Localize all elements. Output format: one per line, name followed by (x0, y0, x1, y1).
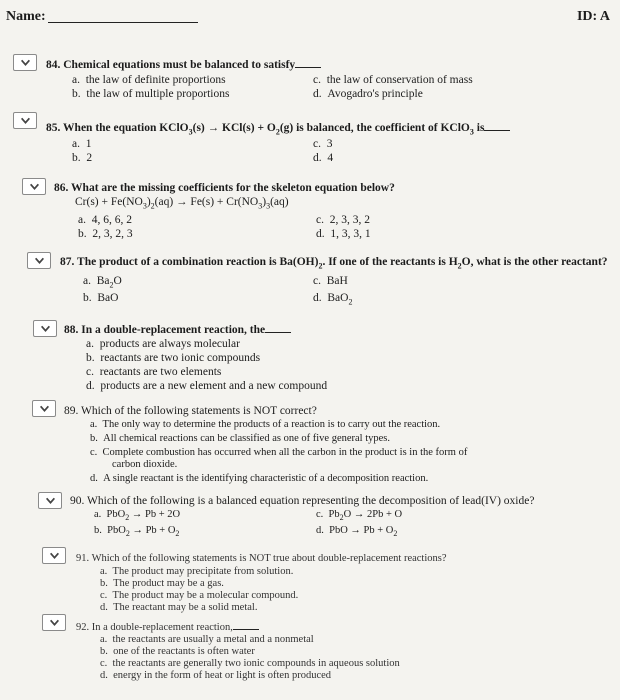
option-d: d. The reactant may be a solid metal. (100, 602, 258, 613)
question-stem: 89. Which of the following statements is NOT correct? (64, 405, 317, 417)
question-stem: 91. Which of the following statements is NOT true about double-replacement reactions? (76, 553, 447, 564)
chevron-down-icon (39, 403, 50, 414)
chevron-down-icon (20, 115, 31, 126)
answer-dropdown-89[interactable] (32, 400, 56, 417)
option-b: b. reactants are two ionic compounds (86, 352, 261, 364)
option-c: c. the reactants are generally two ionic compounds in aqueous solution (100, 658, 400, 669)
question-87 (0, 248, 620, 310)
chevron-down-icon (49, 617, 60, 628)
name-line (48, 22, 198, 23)
option-c: c. 2, 3, 3, 2 (316, 214, 370, 226)
answer-dropdown-88[interactable] (33, 320, 57, 337)
question-89 (0, 398, 620, 488)
answer-dropdown-86[interactable] (22, 178, 46, 195)
chevron-down-icon (45, 495, 56, 506)
option-c: c. the law of conservation of mass (313, 74, 473, 86)
question-stem: 87. The product of a combination reaction is $Ba(OH)_2$. If one of the reactants is $H_2O$, what is the other reactant? (60, 256, 608, 271)
option-c: c. Complete combustion has occurred when all the carbon in the product is in the form of (90, 447, 468, 458)
question-stem: 85. When the equation KClO$_3$(s) → $KCl(s) + O_2(g)$ is balanced, the coefficient of KClO$_3$ is (46, 121, 510, 135)
option-b: b. $PbO_2 \to Pb + O_2$ (94, 525, 180, 539)
option-c: c. 3 (313, 138, 333, 150)
question-85 (0, 110, 620, 165)
question-86 (0, 176, 620, 246)
chevron-down-icon (34, 255, 45, 266)
name-label: Name: (6, 9, 46, 24)
option-d: d. A single reactant is the identifying characteristic of a decomposition reaction. (90, 473, 429, 484)
option-b: b. All chemical reactions can be classified as one of five general types. (90, 433, 391, 444)
answer-dropdown-91[interactable] (42, 547, 66, 564)
answer-dropdown-87[interactable] (27, 252, 51, 269)
question-88 (0, 318, 620, 396)
page-header (0, 0, 620, 30)
option-a: a. The product may precipitate from solution. (100, 566, 294, 577)
option-b: b. The product may be a gas. (100, 578, 224, 589)
question-stem: 90. Which of the following is a balanced equation representing the decomposition of lead(IV) oxide? (70, 495, 535, 507)
option-c: c. reactants are two elements (86, 366, 222, 378)
option-d: d. Avogadro's principle (313, 88, 423, 100)
option-d: d. 1, 3, 3, 1 (316, 228, 371, 240)
option-b: b. 2 (72, 152, 93, 164)
option-a: a. $Ba_2O$ (83, 275, 122, 290)
answer-dropdown-90[interactable] (38, 492, 62, 509)
option-b: b. one of the reactants is often water (100, 646, 255, 657)
option-a: a. the reactants are usually a metal and a nonmetal (100, 634, 314, 645)
question-stem: 86. What are the missing coefficients for the skeleton equation below? (54, 182, 395, 194)
question-84 (0, 52, 620, 112)
chevron-down-icon (20, 57, 31, 68)
option-a: a. PbO$_2$ → Pb + 2O (94, 509, 181, 523)
option-d: d. products are a new element and a new compound (86, 380, 328, 392)
answer-dropdown-85[interactable] (13, 112, 37, 129)
option-d: d. BaO$_2$ (313, 292, 353, 307)
id-label: ID: A (576, 9, 610, 24)
option-b: b. the law of multiple proportions (72, 88, 230, 100)
option-b: b. BaO (83, 292, 119, 304)
question-stem: 88. In a double-replacement reaction, the (64, 323, 291, 337)
chevron-down-icon (29, 181, 40, 192)
question-stem: 84. Chemical equations must be balanced to satisfy (46, 58, 321, 72)
question-92 (0, 612, 620, 700)
skeleton-equation: $Cr(s) + Fe(NO_3)_2(aq) \to Fe(s) + Cr(NO_3)_3(aq)$ (75, 196, 289, 211)
option-d: d. energy in the form of heat or light is often produced (100, 670, 332, 681)
answer-dropdown-92[interactable] (42, 614, 66, 631)
option-b: b. 2, 3, 2, 3 (78, 228, 133, 240)
option-c: c. The product may be a molecular compound. (100, 590, 299, 601)
option-c-continued: carbon dioxide. (112, 459, 178, 470)
question-90 (0, 490, 620, 542)
option-a: a. 4, 6, 6, 2 (78, 214, 132, 226)
option-a: a. the law of definite proportions (72, 74, 226, 86)
option-a: a. The only way to determine the products of a reaction is to carry out the reaction. (90, 419, 441, 430)
question-91 (0, 545, 620, 615)
chevron-down-icon (40, 323, 51, 334)
answer-dropdown-84[interactable] (13, 54, 37, 71)
question-stem: 92. In a double-replacement reaction, (76, 620, 259, 635)
option-a: a. 1 (72, 138, 92, 150)
option-d: d. 4 (313, 152, 334, 164)
option-c: c. BaH (313, 275, 348, 287)
option-a: a. products are always molecular (86, 338, 240, 350)
option-d: d. PbO → $Pb + O_2$ (316, 525, 398, 539)
chevron-down-icon (49, 550, 60, 561)
option-c: c. $Pb_2O \to 2Pb + O$ (316, 509, 403, 523)
